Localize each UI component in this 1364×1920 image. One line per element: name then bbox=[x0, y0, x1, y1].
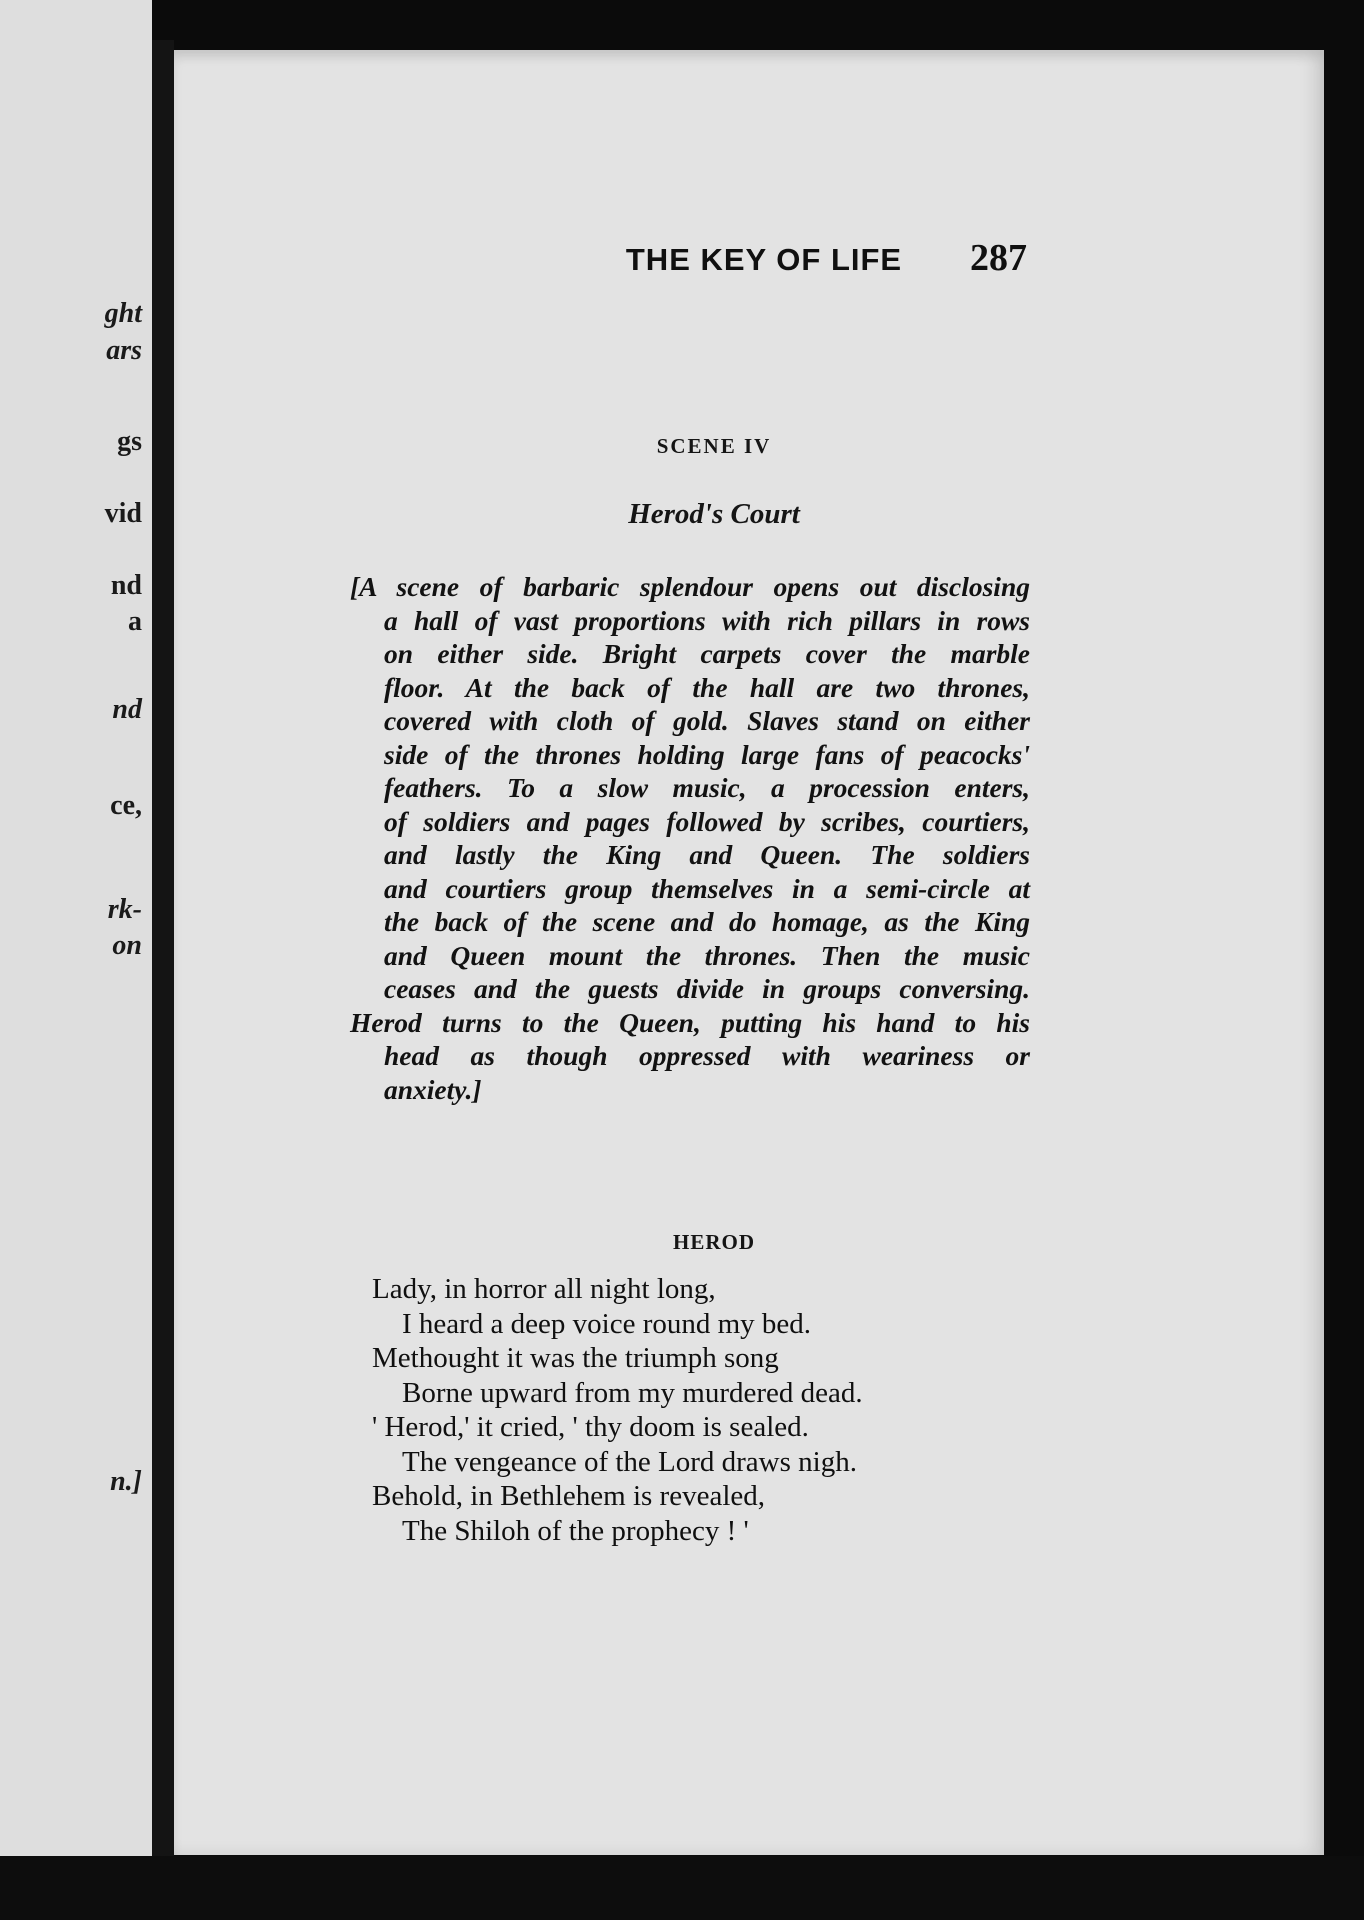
facing-page-fragment: ght bbox=[104, 298, 142, 329]
scene-title: Herod's Court bbox=[628, 498, 800, 530]
facing-page-fragment: on bbox=[112, 930, 142, 961]
facing-page-text bbox=[0, 0, 152, 1858]
facing-page-fragment: gs bbox=[117, 426, 142, 457]
stage-direction-line: the back of the scene and do homage, as the King bbox=[384, 906, 1030, 937]
verse-line: Methought it was the triumph song bbox=[372, 1342, 779, 1374]
main-page bbox=[174, 50, 1324, 1855]
stage-direction-line: on either side. Bright carpets cover the marble bbox=[384, 638, 1030, 669]
page-number: 287 bbox=[970, 237, 1027, 279]
book-gutter bbox=[152, 40, 174, 1858]
facing-page-fragment: nd bbox=[110, 570, 142, 601]
facing-page-fragment: ce, bbox=[110, 790, 142, 821]
stage-direction-line: a hall of vast proportions with rich pillars in rows bbox=[384, 604, 1030, 636]
verse-line: ' Herod,' it cried, ' thy doom is sealed. bbox=[372, 1411, 809, 1443]
stage-direction-line: [A scene of barbaric splendour opens out disclosing bbox=[350, 571, 1030, 602]
verse-line: I heard a deep voice round my bed. bbox=[402, 1307, 812, 1340]
facing-page bbox=[0, 0, 152, 1858]
verse-line: Borne upward from my murdered dead. bbox=[402, 1376, 863, 1409]
stage-direction bbox=[350, 570, 1030, 1106]
stage-direction-line: head as though oppressed with weariness or bbox=[384, 1040, 1030, 1071]
running-head: THE KEY OF LIFE bbox=[625, 242, 903, 277]
speaker-name: HEROD bbox=[672, 1230, 755, 1254]
stage-direction-line: side of the thrones holding large fans of peacocks' bbox=[384, 738, 1030, 770]
verse-line: The Shiloh of the prophecy ! ' bbox=[402, 1514, 749, 1547]
stage-direction-line: anxiety.] bbox=[384, 1073, 482, 1105]
verse-line: Lady, in horror all night long, bbox=[372, 1273, 716, 1305]
facing-page-fragment: n.] bbox=[110, 1466, 142, 1497]
facing-page-fragment: nd bbox=[112, 694, 142, 725]
facing-page-fragment: rk- bbox=[107, 894, 142, 925]
stage-direction-line: and lastly the King and Queen. The soldiers bbox=[384, 839, 1030, 870]
stage-direction-line: feathers. To a slow music, a procession enters, bbox=[384, 772, 1030, 803]
stage-direction-line: floor. At the back of the hall are two thrones, bbox=[384, 671, 1030, 703]
scanner-edge bbox=[0, 1856, 1364, 1920]
scene-heading: SCENE IV bbox=[656, 434, 772, 458]
stage-direction-line: of soldiers and pages followed by scribes, courtiers, bbox=[384, 805, 1030, 837]
verse-line: The vengeance of the Lord draws nigh. bbox=[402, 1445, 857, 1478]
stage-direction-line: and courtiers group themselves in a semi-circle at bbox=[384, 872, 1030, 904]
facing-page-fragment: a bbox=[128, 606, 142, 637]
stage-direction-line: and Queen mount the thrones. Then the music bbox=[384, 939, 1030, 971]
facing-page-fragment: vid bbox=[104, 498, 142, 529]
stage-direction-line: ceases and the guests divide in groups conversing. bbox=[384, 973, 1030, 1004]
verse-line: Behold, in Bethlehem is revealed, bbox=[372, 1480, 766, 1512]
facing-page-fragment: ars bbox=[106, 335, 142, 366]
verse-block bbox=[372, 1272, 1092, 1548]
stage-direction-line: Herod turns to the Queen, putting his hand to his bbox=[350, 1006, 1030, 1038]
stage-direction-line: covered with cloth of gold. Slaves stand on either bbox=[384, 705, 1030, 736]
